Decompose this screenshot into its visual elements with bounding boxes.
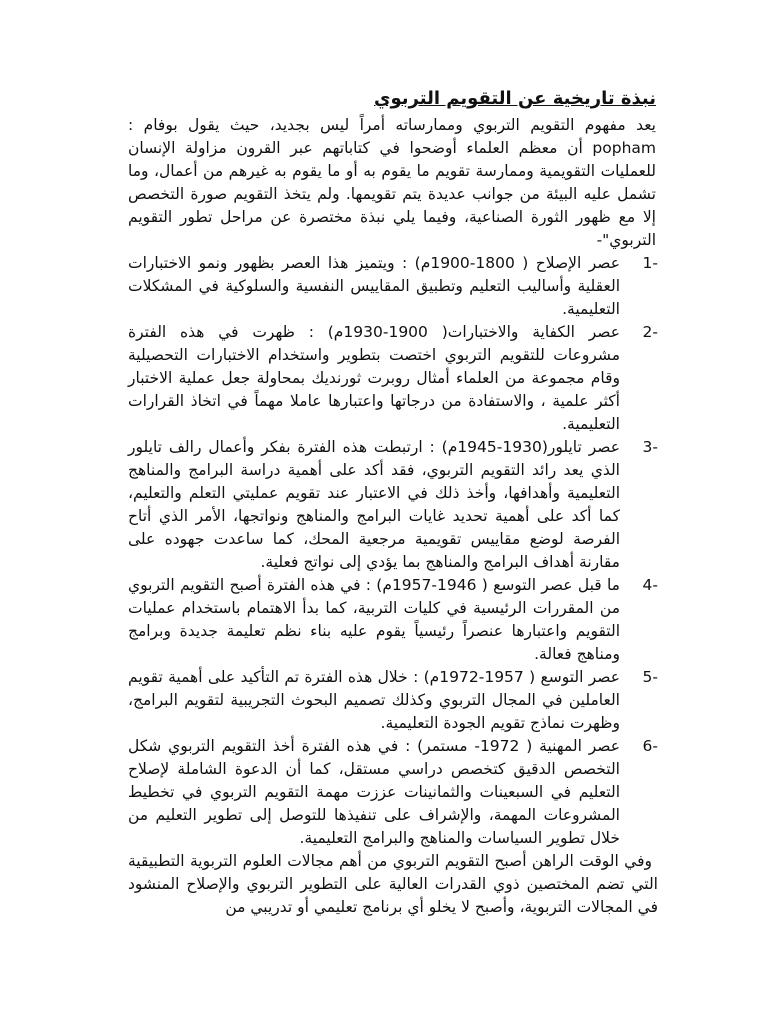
- closing-paragraph: وفي الوقت الراهن أصبح التقويم التربوي من أهم مجالات العلوم التربوية التطبيقية التي تضم المختصين ذوي القدرات العالية على التطوير التربوي والإصلاح المنشود في المجالات التربوية، وأصبح لا يخلو أي برنامج تعليمي أو تدريبي من: [128, 852, 658, 916]
- list-item-text: عصر الإصلاح ( 1800-1900م) : ويتميز هذا العصر بظهور ونمو الاختبارات العقلية وأساليب التعليم وتطبيق المقاييس النفسية والسلوكية في المشكلات التعليمية.: [128, 254, 620, 318]
- list-item-text: عصر الكفاية والاختبارات( 1900-1930م) : ظهرت في هذه الفترة مشروعات للتقويم التربوي اختصت بتطوير واستخدام الاختبارات التحصيلية وقام مجموعة من العلماء أمثال روبرت ثورنديك بمحاولة جعل عملية الاختبار أكثر علمية ، والاستفادة من درجاتها واعتبارها عاملا مهماً في اتخاذ القرارات التعليمية.: [128, 323, 620, 433]
- document-title: نبذة تاريخية عن التقويم التربوي: [374, 88, 656, 109]
- list-item-number: 2-: [642, 323, 658, 341]
- list-item: [128, 574, 658, 666]
- intro-paragraph: يعد مفهوم التقويم التربوي وممارساته أمراً ليس بجديد، حيث يقول بوفام : popham أن معظم العلماء أوضحوا في كتاباتهم عبر القرون مزاولة الإنسان للعمليات التقويمية وممارسة تقويم ما يقوم به أو ما يقوم به غيرهم من أعمال، وما تشمل عليه البيئة من جوانب عديدة يتم تقويمها. ولم يتخذ التقويم صورة التخصص إلا مع ظهور الثورة الصناعية، وفيما يلي نبذة مختصرة عن مراحل تطور التقويم التربوي"-: [128, 116, 656, 249]
- list-item: [128, 735, 658, 850]
- list-item: [128, 666, 658, 735]
- list-item-text: عصر التوسع ( 1957-1972م) : خلال هذه الفترة تم التأكيد على أهمية تقويم العاملين في المجال التربوي وكذلك تصميم البحوث التجريبية لتقويم البرامج، وظهرت نماذج تقويم الجودة التعليمية.: [128, 668, 620, 732]
- list-item-number: 1-: [642, 254, 658, 272]
- list-item-text: عصر تايلور(1930-1945م) : ارتبطت هذه الفترة بفكر وأعمال رالف تايلور الذي يعد رائد التقويم التربوي، فقد أكد على أهمية دراسة البرامج والمناهج التعليمية وأهدافها، وأخذ ذلك في الاعتبار عند تقويم عمليتي التعلم والتعليم، كما أكد على أهمية تحديد غايات البرامج والمناهج ونواتجها، الأمر الذي أتاح الفرصة لوضع مقاييس تقويمية مرجعية المحك، كما ساعدت جهوده على مقارنة أهداف البرامج والمناهج بما يؤدي إلى نواتج فعلية.: [128, 438, 620, 571]
- document-body: [128, 86, 658, 919]
- list-item: [128, 321, 658, 436]
- era-list: [128, 252, 658, 850]
- list-item-number: 5-: [642, 668, 658, 686]
- list-item: [128, 252, 658, 321]
- list-item-text: ما قبل عصر التوسع ( 1946-1957م) : في هذه الفترة أصبح التقويم التربوي من المقررات الرئيسية في كليات التربية، كما بدأ الاهتمام باستخدام عمليات التقويم واعتبارها عنصراً رئيسياً يقوم عليه بناء نظم تعليمة جديدة وبرامج ومناهج فعالة.: [128, 576, 620, 663]
- list-item: [128, 436, 658, 574]
- list-item-number: 6-: [642, 737, 658, 755]
- list-item-text: عصر المهنية ( 1972- مستمر) : في هذه الفترة أخذ التقويم التربوي شكل التخصص الدقيق كتخصص دراسي مستقل، كما أن الدعوة الشاملة لإصلاح التعليم في السبعينات والثمانينات عززت مهمة التقويم التربوي في تخطيط المشروعات المهمة، والإشراف على تنفيذها للتوصل إلى تطوير التعليم من خلال تطوير السياسات والمناهج والبرامج التعليمية.: [128, 737, 620, 847]
- list-item-number: 3-: [642, 438, 658, 456]
- list-item-number: 4-: [642, 576, 658, 594]
